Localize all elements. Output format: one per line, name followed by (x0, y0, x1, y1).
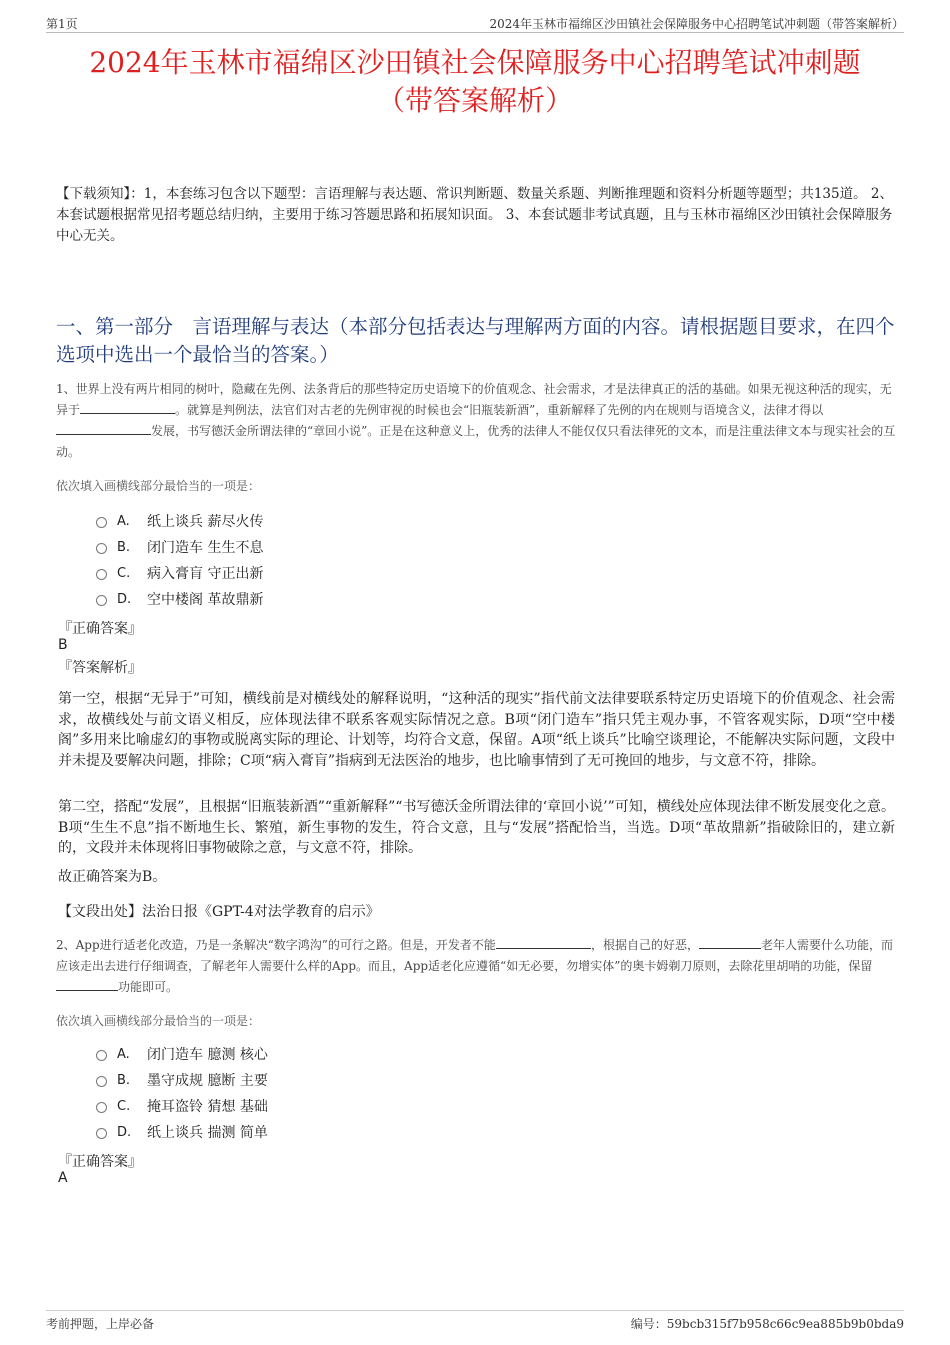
option-c[interactable]: C. 掩耳盗铃 猜想 基础 (96, 1093, 268, 1119)
radio-icon[interactable] (96, 569, 107, 580)
answer-label: 『正确答案』 (58, 1154, 142, 1170)
question-2-stem (56, 935, 898, 998)
radio-icon[interactable] (96, 1128, 107, 1139)
q2-text-3: 老年人需要什么功能，而应该走出去进行仔细调查，了解老年人需要什么样的App。而且，App适老化应遵循“如无必要，勿增实体”的奥卡姆剃刀原则，去除花里胡哨的功能，保留 (56, 938, 893, 973)
blank-2 (56, 422, 151, 435)
analysis-paragraph-1: 第一空，根据“无异于”可知，横线前是对横线处的解释说明，“这种活的现实”指代前文法律要联系特定历史语境下的价值观念、社会需求，故横线处与前文语义相反，应体现法律不联系客观实际情况之意。B项“闭门造车”指只凭主观办事，不管客观实际，D项“空中楼阁”多用来比喻虚幻的事物或脱离实际的理论、计划等，均符合文意，保留。A项“纸上谈兵”比喻空谈理论，不能解决实际问题，文段中并未提及要解决问题，排除；C项“病入膏肓”指病到无法医治的地步，也比喻事情到了无可挽回的地步，与文意不符，排除。 (58, 691, 895, 769)
q2-text-4: 功能即可。 (118, 980, 179, 994)
source-note: 【文段出处】法治日报《GPT-4对法学教育的启示》 (58, 904, 380, 920)
radio-icon[interactable] (96, 1076, 107, 1087)
option-d[interactable]: D. 纸上谈兵 揣测 简单 (96, 1119, 268, 1145)
option-a[interactable]: A. 纸上谈兵 薪尽火传 (96, 508, 263, 534)
option-d[interactable]: D. 空中楼阁 革故鼎新 (96, 586, 263, 612)
question-1-prompt: 依次填入画横线部分最恰当的一项是： (56, 479, 261, 493)
page-header (46, 14, 904, 33)
radio-icon[interactable] (96, 543, 107, 554)
title-line-1: 2024年玉林市福绵区沙田镇社会保障服务中心招聘笔试冲刺题 (89, 46, 861, 79)
blank-2 (699, 936, 761, 949)
footer-slogan: 考前押题，上岸必备 (46, 1317, 155, 1331)
analysis-label: 『答案解析』 (58, 660, 142, 676)
title-line-2: （带答案解析） (376, 84, 573, 117)
q1-text-2: 。就算是判例法，法官们对古老的先例审视的时候也会“旧瓶装新酒”，重新解释了先例的内在规则与语境含义，法律才得以 (175, 403, 824, 417)
footer-doc-id: 编号：59bcb315f7b958c66c9ea885b9b0bda9 (630, 1317, 904, 1331)
radio-icon[interactable] (96, 1050, 107, 1061)
option-b[interactable]: B. 闭门造车 生生不息 (96, 534, 263, 560)
question-2-options (96, 1041, 268, 1145)
q2-text-1: 2、App进行适老化改造，乃是一条解决“数字鸿沟”的可行之路。但是，开发者不能 (56, 938, 496, 952)
option-b[interactable]: B. 墨守成规 臆断 主要 (96, 1067, 268, 1093)
page-footer (46, 1310, 904, 1331)
option-c[interactable]: C. 病入膏肓 守正出新 (96, 560, 263, 586)
q1-text-1: 1、世界上没有两片相同的树叶，隐藏在先例、法条背后的那些特定历史语境下的价值观念、社会需求，才是法律真正的活的基础。如果无视这种活的现实，无异于 (56, 382, 892, 417)
download-notice: 【下载须知】：1，本套练习包含以下题型：言语理解与表达题、常识判断题、数量关系题、判断推理题和资料分析题等题型；共135道。 2、本套试题根据常见招考题总结归纳，主要用于练习答题思路和拓展知识面。 3、本套试题非考试真题，且与玉林市福绵区沙田镇社会保障服务中心无关。 (56, 186, 893, 244)
answer-value: B (58, 637, 68, 653)
section-heading: 一、第一部分 言语理解与表达（本部分包括表达与理解两方面的内容。请根据题目要求，在四个选项中选出一个最恰当的答案。） (56, 315, 895, 366)
radio-icon[interactable] (96, 1102, 107, 1113)
question-2-prompt: 依次填入画横线部分最恰当的一项是： (56, 1014, 261, 1028)
conclusion: 故正确答案为B。 (58, 869, 167, 885)
question-1-stem (56, 379, 898, 463)
blank-1 (80, 401, 175, 414)
radio-icon[interactable] (96, 517, 107, 528)
answer-label: 『正确答案』 (58, 621, 142, 637)
q1-text-3: 发展，书写德沃金所谓法律的“章回小说”。正是在这种意义上，优秀的法律人不能仅仅只看法律死的文本，而是注重法律文本与现实社会的互动。 (56, 424, 896, 459)
blank-3 (56, 978, 118, 991)
option-a[interactable]: A. 闭门造车 臆测 核心 (96, 1041, 268, 1067)
page-number: 第1页 (46, 17, 78, 31)
header-doc-title: 2024年玉林市福绵区沙田镇社会保障服务中心招聘笔试冲刺题（带答案解析） (489, 17, 904, 31)
question-1-options (96, 508, 263, 612)
answer-value: A (58, 1170, 68, 1186)
analysis-paragraph-2: 第二空，搭配“发展”，且根据“旧瓶装新酒”“重新解释”“书写德沃金所谓法律的‘章回小说’”可知，横线处应体现法律不断发展变化之意。B项“生生不息”指不断地生长、繁殖，新生事物的发生，符合文意，且与“发展”搭配恰当，当选。D项“革故鼎新”指破除旧的，建立新的，文段并未体现将旧事物破除之意，与文意不符，排除。 (58, 799, 895, 856)
radio-icon[interactable] (96, 595, 107, 606)
blank-1 (496, 936, 591, 949)
q2-text-2: ，根据自己的好恶， (590, 938, 699, 952)
document-title (40, 44, 910, 120)
